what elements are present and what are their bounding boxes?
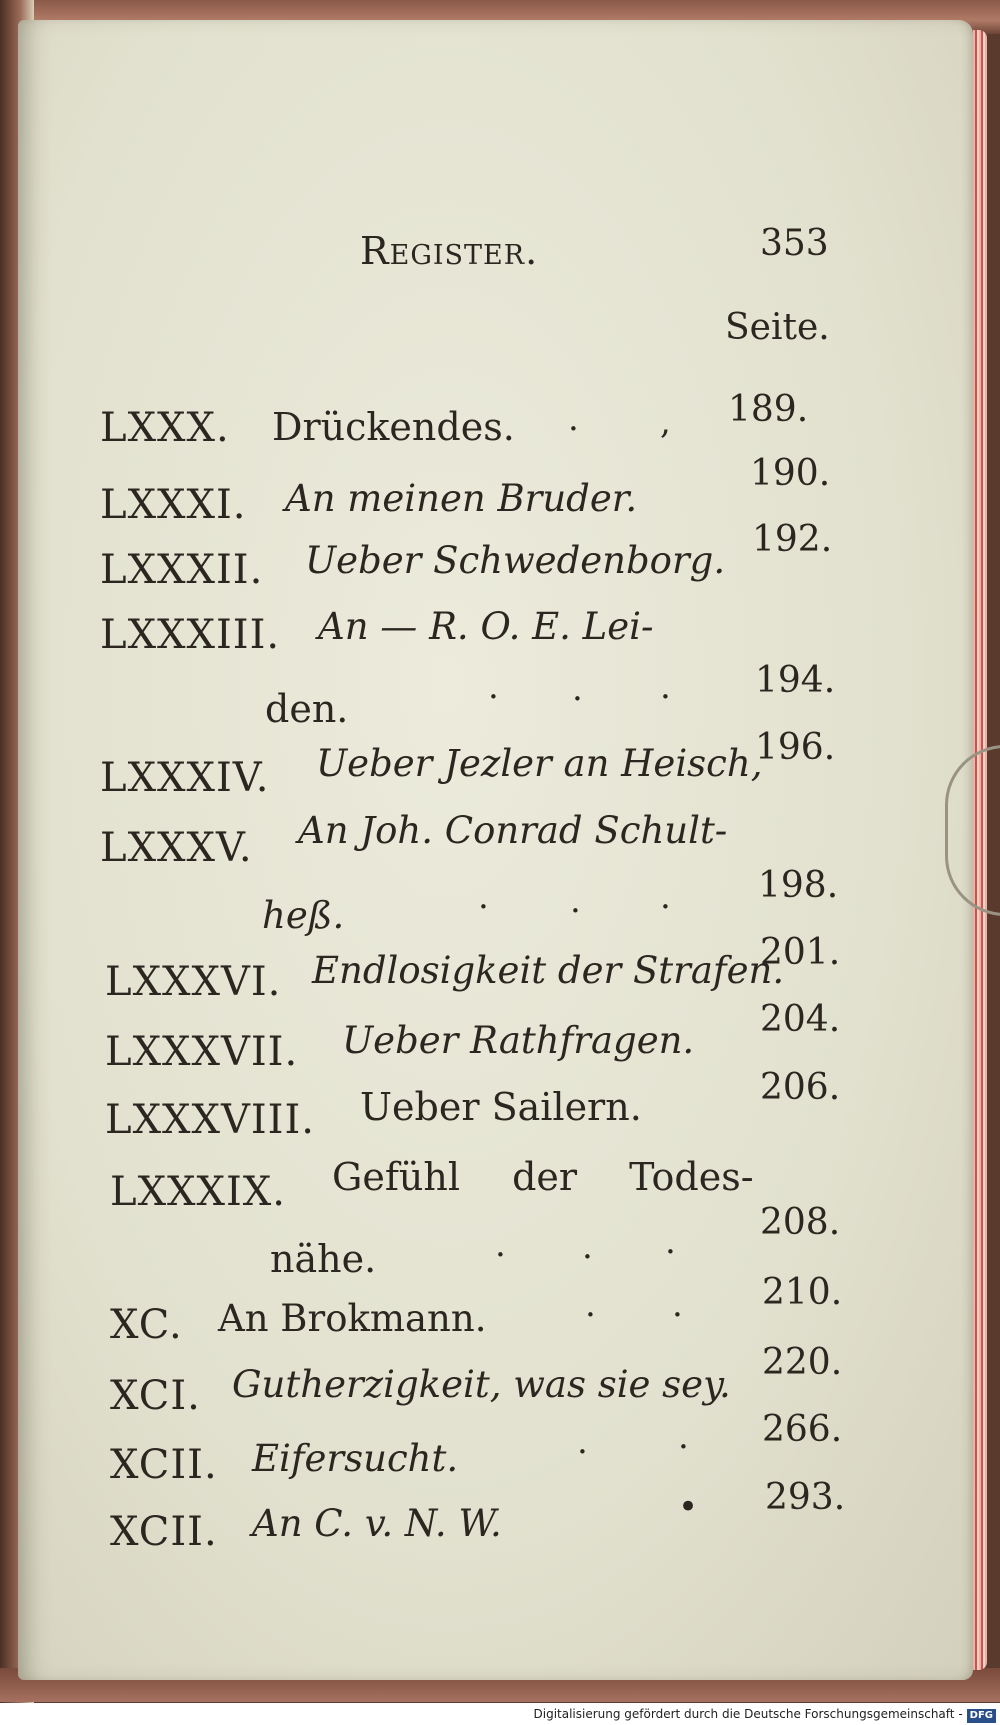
entry-number: LXXXI. [100, 482, 247, 528]
entry-page: 190. [750, 453, 831, 494]
leader-dot: . [572, 669, 583, 709]
entry-title: Ueber Schwedenborg. [305, 539, 726, 582]
entry-title: Gefühl der Todes- [332, 1155, 754, 1199]
leader-dot: . [660, 667, 671, 707]
entry-number: LXXXIX. [110, 1169, 286, 1215]
entry-number: LXXXIV. [100, 755, 270, 801]
entry-page: 201. [760, 932, 841, 973]
leader-dot: . [585, 1285, 596, 1325]
entry-title: An Brokmann. [218, 1297, 487, 1340]
entry-title: Gutherzigkeit, was sie sey. [232, 1363, 731, 1406]
entry-page: 194. [755, 660, 836, 701]
leader-dot: . [582, 1227, 593, 1267]
column-label: Seite. [725, 307, 830, 348]
entry-number: LXXXVI. [105, 959, 282, 1005]
entry-page: 208. [760, 1202, 841, 1243]
entry-title-continued: den. [265, 687, 349, 731]
entry-number: LXXXVII. [105, 1029, 299, 1075]
entry-title: An — R. O. E. Lei- [318, 605, 654, 648]
running-title: Register. [360, 229, 539, 273]
leader-dot: . [568, 399, 579, 439]
leader-dot: . [478, 877, 489, 917]
entry-title: An Joh. Conrad Schult- [298, 809, 728, 852]
entry-page: 210. [762, 1272, 843, 1313]
leader-dot: . [678, 1417, 689, 1457]
entry-page: 198. [758, 865, 839, 906]
entry-number: XC. [110, 1302, 183, 1348]
entry-page: 204. [760, 999, 841, 1040]
entry-page: 196. [755, 727, 836, 768]
entry-title: An C. v. N. W. [252, 1502, 502, 1545]
entry-title: Endlosigkeit der Strafen. [312, 949, 785, 992]
entry-number: LXXX. [100, 405, 230, 451]
entry-title-continued: heß. [262, 894, 345, 937]
entry-page: 206. [760, 1067, 841, 1108]
entry-title: Eifersucht. [252, 1437, 459, 1480]
dfg-logo: DFG [967, 1709, 996, 1723]
leader-dot: , [660, 402, 671, 442]
leader-dot: . [672, 1285, 683, 1325]
entry-number: LXXXIII. [100, 612, 281, 658]
entry-number: LXXXVIII. [105, 1097, 315, 1143]
entry-number: XCII. [110, 1442, 218, 1488]
leader-dot: . [665, 1222, 676, 1262]
digitization-footer [0, 1703, 1000, 1725]
page-number: 353 [760, 223, 829, 264]
footer-text: Digitalisierung gefördert durch die Deutsche Forschungsgemeinschaft - [533, 1707, 963, 1721]
entry-page: 293. [765, 1477, 846, 1518]
entry-title: Ueber Jezler an Heisch, [316, 742, 763, 785]
entry-title: Ueber Rathfragen. [342, 1019, 695, 1062]
entry-number: LXXXV. [100, 825, 253, 871]
leader-dot: . [577, 1422, 588, 1462]
entry-number: XCII. [110, 1509, 218, 1555]
entry-page: 192. [752, 519, 833, 560]
leader-dot: • [678, 1487, 699, 1527]
entry-page: 220. [762, 1342, 843, 1383]
entry-title: Drückendes. [272, 405, 515, 449]
entry-title-continued: nähe. [270, 1237, 377, 1281]
leader-dot: . [495, 1225, 506, 1265]
entry-title: An meinen Bruder. [285, 477, 638, 520]
entry-number: XCI. [110, 1373, 201, 1419]
leader-dot: . [660, 877, 671, 917]
entry-number: LXXXII. [100, 547, 264, 593]
entry-page: 266. [762, 1409, 843, 1450]
entry-title: Ueber Sailern. [360, 1085, 642, 1129]
entry-page: 189. [728, 389, 809, 430]
leader-dot: . [488, 667, 499, 707]
leader-dot: . [570, 881, 581, 921]
